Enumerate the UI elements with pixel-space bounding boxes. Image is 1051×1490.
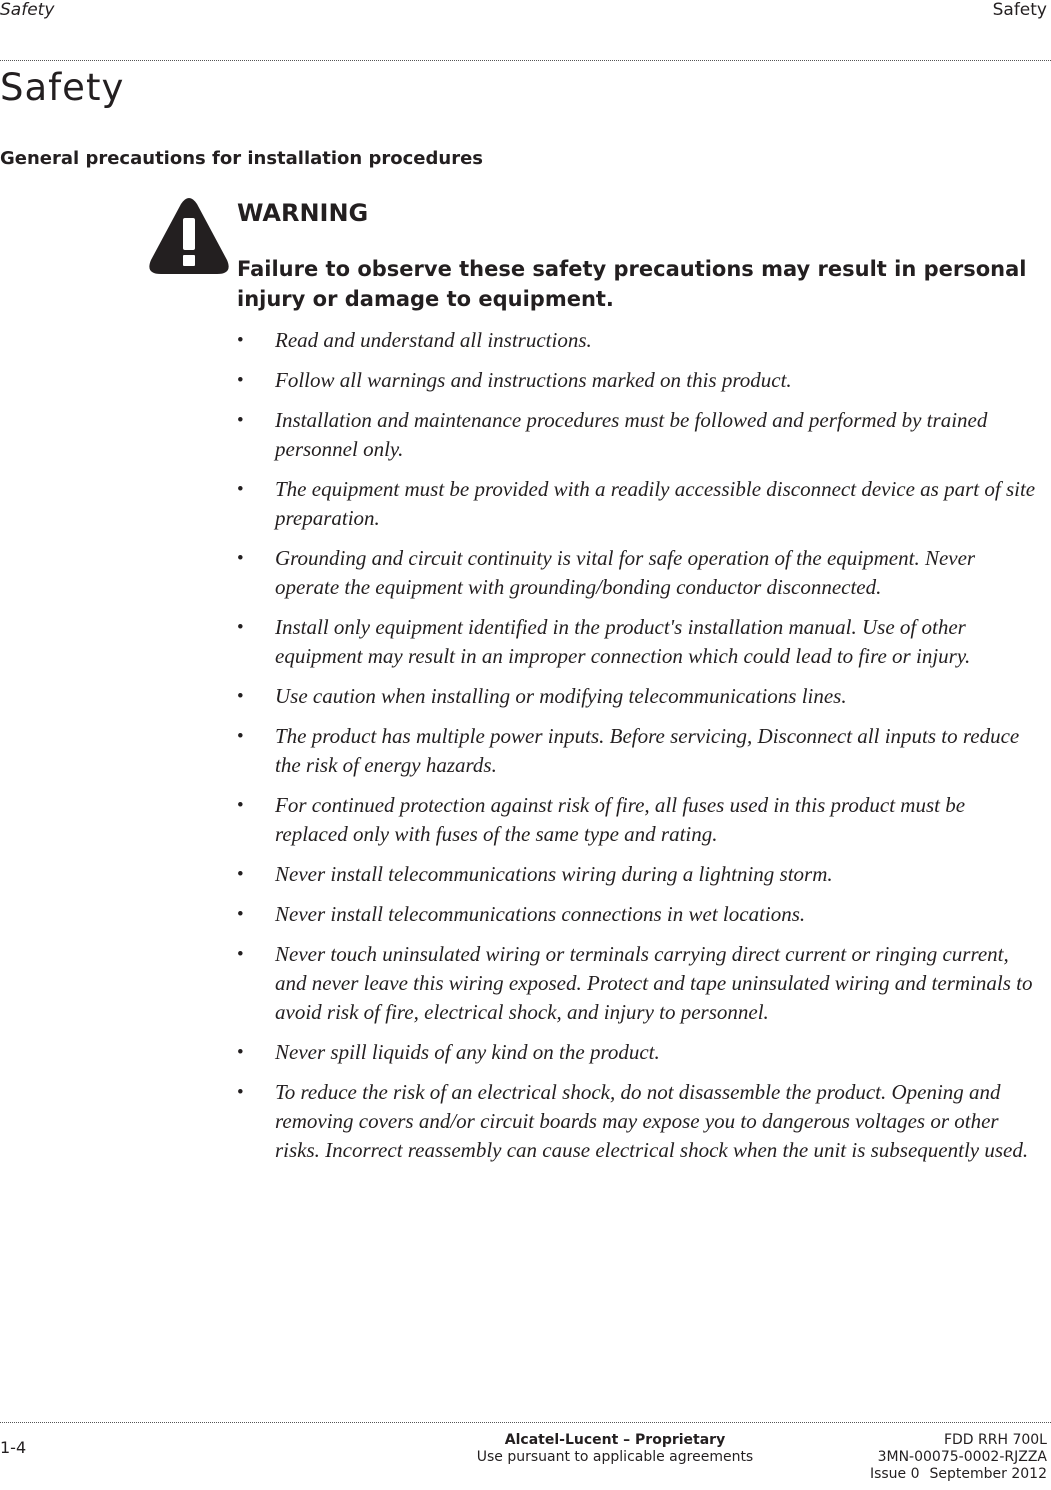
footer-divider (0, 1422, 1051, 1423)
bullet-icon: • (237, 617, 244, 638)
running-header-right: Safety (992, 0, 1047, 20)
bullet-icon: • (237, 726, 244, 747)
list-item (237, 682, 1042, 711)
bullet-icon: • (237, 370, 244, 391)
list-item-text: For continued protection against risk of fire, all fuses used in this product must be replaced only with fuses of the same type and rating. (275, 793, 966, 846)
bullet-icon: • (237, 1082, 244, 1103)
footer-proprietary-note: Use pursuant to applicable agreements (476, 1449, 754, 1465)
section-heading: General precautions for installation procedures (0, 148, 484, 169)
footer-proprietary-title: Alcatel-Lucent – Proprietary (504, 1432, 726, 1448)
list-item-text: Never spill liquids of any kind on the product. (275, 1040, 660, 1064)
footer-product: FDD RRH 700L (943, 1432, 1047, 1448)
list-item-text: Never touch uninsulated wiring or terminals carrying direct current or ringing current, and never leave this wiring exposed. Protect and tape uninsulated wiring and terminals to avoid risk of fire, electrical shock, and injury to personnel. (275, 942, 1033, 1024)
list-item-text: The product has multiple power inputs. Before servicing, Disconnect all inputs to reduce the risk of energy hazards. (275, 724, 1020, 777)
footer-date: September 2012 (929, 1466, 1047, 1482)
warning-text: Failure to observe these safety precautions may result in personal injury or damage to equipment. (237, 257, 1027, 311)
list-item (237, 900, 1042, 929)
list-item (237, 940, 1042, 1027)
bullet-icon: • (237, 1042, 244, 1063)
list-item (237, 406, 1042, 464)
list-item (237, 366, 1042, 395)
page-footer (0, 1428, 1051, 1490)
list-item-text: Grounding and circuit continuity is vital for safe operation of the equipment. Never operate the equipment with grounding/bonding conductor disconnected. (275, 546, 976, 599)
bullet-icon: • (237, 944, 244, 965)
list-item-text: Install only equipment identified in the product's installation manual. Use of other equipment may result in an improper connection which could lead to fire or injury. (275, 615, 971, 668)
list-item (237, 613, 1042, 671)
list-item-text: The equipment must be provided with a readily accessible disconnect device as part of site preparation. (275, 477, 1036, 530)
list-item-text: Read and understand all instructions. (275, 328, 592, 352)
footer-proprietary (440, 1432, 790, 1466)
list-item (237, 1038, 1042, 1067)
bullet-icon: • (237, 864, 244, 885)
bullet-icon: • (237, 479, 244, 500)
bullet-icon: • (237, 686, 244, 707)
warning-title: WARNING (237, 199, 369, 227)
list-item (237, 544, 1042, 602)
list-item (237, 860, 1042, 889)
running-header-left: Safety (0, 0, 55, 20)
list-item-text: Use caution when installing or modifying telecommunications lines. (275, 684, 847, 708)
list-item (237, 791, 1042, 849)
bullet-icon: • (237, 330, 244, 351)
bullet-icon: • (237, 904, 244, 925)
page-number: 1-4 (0, 1438, 27, 1457)
header-divider (0, 60, 1051, 61)
page-title: Safety (0, 66, 125, 109)
running-header (0, 0, 1051, 22)
exclamation-triangle-icon (147, 196, 231, 278)
list-item (237, 1078, 1042, 1165)
list-item (237, 475, 1042, 533)
precautions-list (237, 326, 1042, 1176)
list-item (237, 326, 1042, 355)
list-item-text: Follow all warnings and instructions marked on this product. (275, 368, 792, 392)
list-item-text: Never install telecommunications connections in wet locations. (275, 902, 806, 926)
list-item-text: To reduce the risk of an electrical shock, do not disassemble the product. Opening and removing covers and/or circuit boards may expose you to dangerous voltages or other risks. Incorrect reassembly can cause electrical shock when the unit is subsequently used. (275, 1080, 1029, 1162)
bullet-icon: • (237, 795, 244, 816)
footer-doc-number: 3MN-00075-0002-RJZZA (877, 1449, 1047, 1465)
list-item-text: Never install telecommunications wiring during a lightning storm. (275, 862, 833, 886)
list-item-text: Installation and maintenance procedures must be followed and performed by trained personnel only. (275, 408, 988, 461)
footer-doc-info (870, 1432, 1047, 1483)
bullet-icon: • (237, 548, 244, 569)
footer-issue: Issue 0 (869, 1466, 920, 1482)
footer-issue-line (870, 1466, 1047, 1483)
bullet-icon: • (237, 410, 244, 431)
list-item (237, 722, 1042, 780)
